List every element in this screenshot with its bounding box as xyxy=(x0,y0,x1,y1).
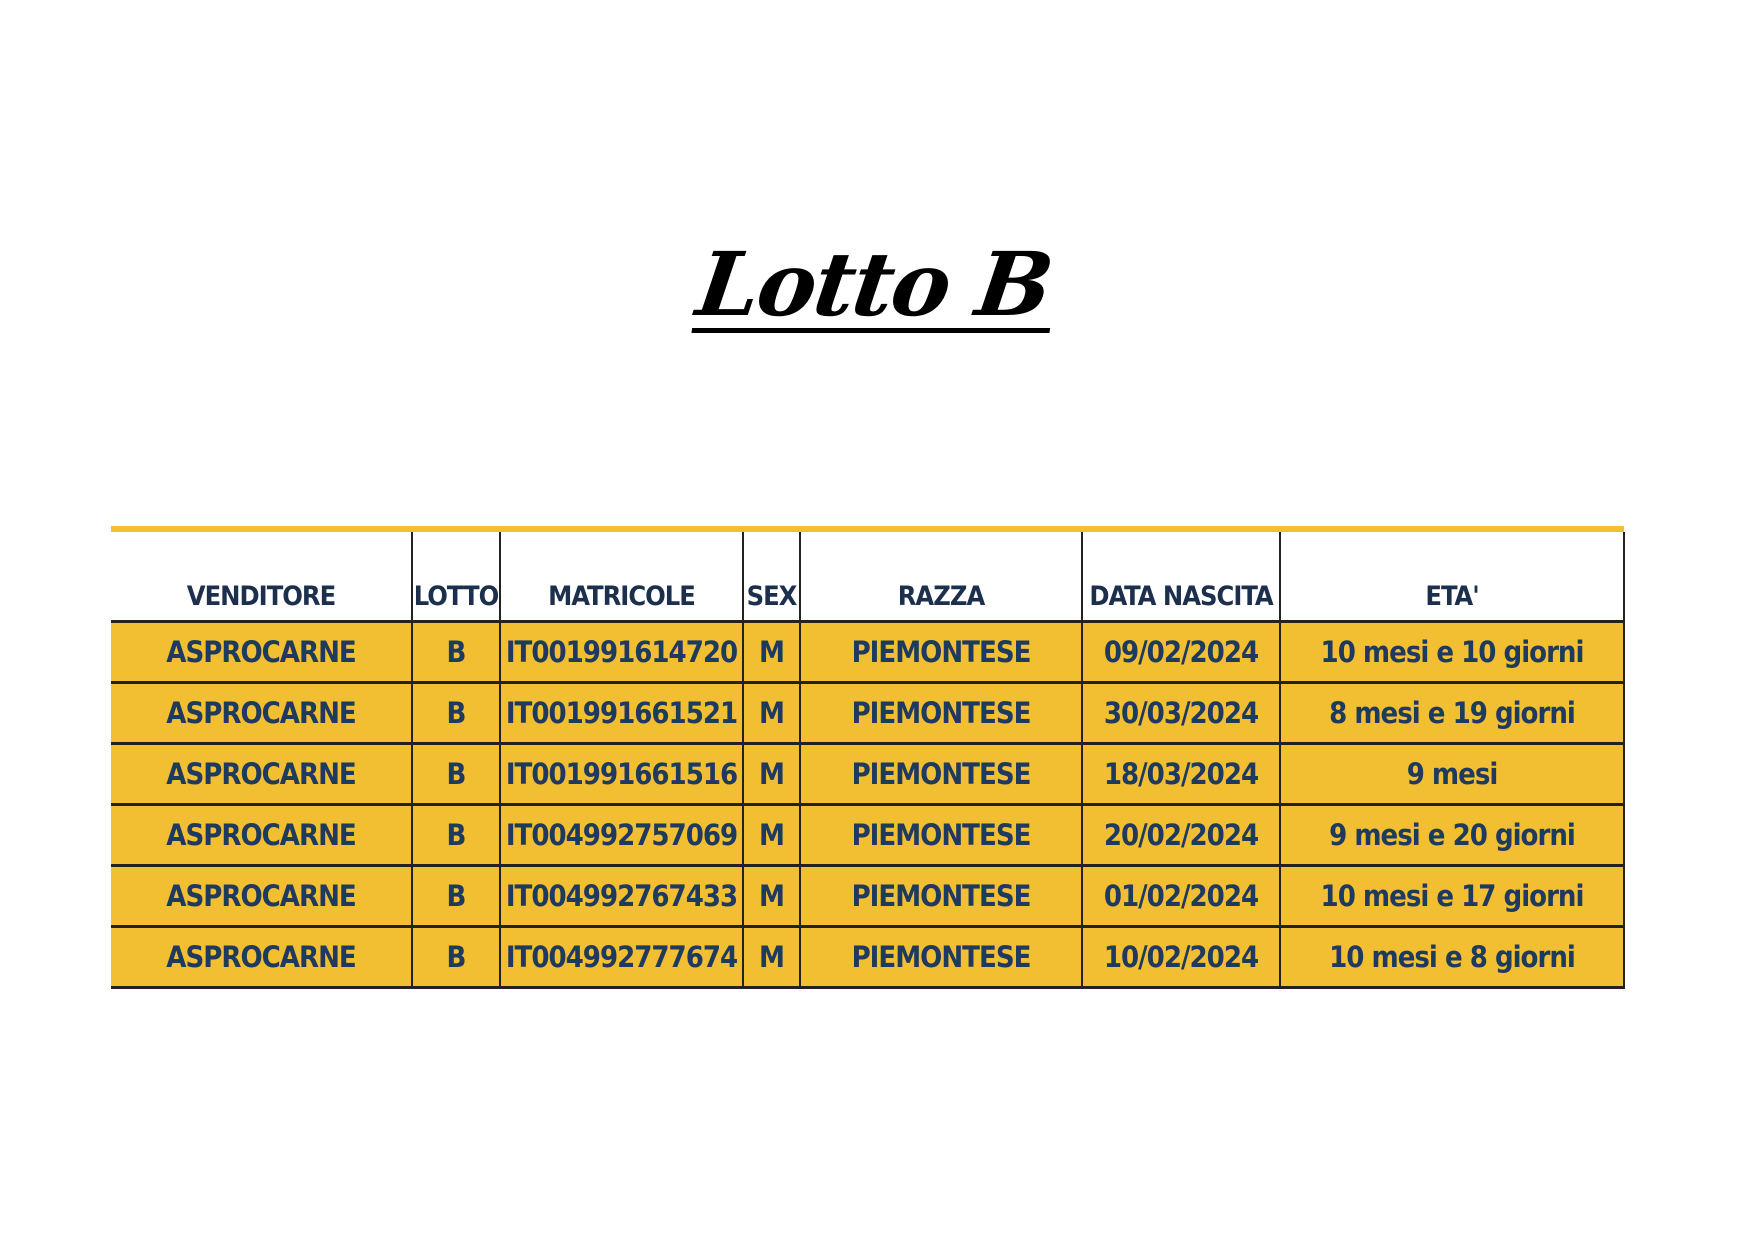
cell-razza: PIEMONTESE xyxy=(800,805,1082,866)
header-venditore: VENDITORE xyxy=(111,532,412,622)
cell-data-nascita: 09/02/2024 xyxy=(1082,622,1280,683)
cell-matricola: IT001991614720 xyxy=(500,622,743,683)
cell-lotto: B xyxy=(412,805,500,866)
header-razza: RAZZA xyxy=(800,532,1082,622)
cell-matricola: IT001991661521 xyxy=(500,683,743,744)
cell-eta: 9 mesi e 20 giorni xyxy=(1280,805,1624,866)
cell-matricola: IT004992757069 xyxy=(500,805,743,866)
cell-matricola: IT004992777674 xyxy=(500,927,743,988)
cell-data-nascita: 20/02/2024 xyxy=(1082,805,1280,866)
cell-eta: 10 mesi e 17 giorni xyxy=(1280,866,1624,927)
cell-lotto: B xyxy=(412,683,500,744)
table-row xyxy=(111,805,1624,866)
cell-razza: PIEMONTESE xyxy=(800,927,1082,988)
cell-razza: PIEMONTESE xyxy=(800,683,1082,744)
cell-razza: PIEMONTESE xyxy=(800,622,1082,683)
cell-sex: M xyxy=(743,866,800,927)
cell-lotto: B xyxy=(412,927,500,988)
cell-lotto: B xyxy=(412,866,500,927)
cell-sex: M xyxy=(743,805,800,866)
cell-data-nascita: 30/03/2024 xyxy=(1082,683,1280,744)
page-title-text: Lotto B xyxy=(691,240,1062,333)
cell-eta: 10 mesi e 10 giorni xyxy=(1280,622,1624,683)
cell-matricola: IT001991661516 xyxy=(500,744,743,805)
header-data-nascita: DATA NASCITA xyxy=(1082,532,1280,622)
header-lotto: LOTTO xyxy=(412,532,500,622)
cell-venditore: ASPROCARNE xyxy=(111,622,412,683)
cell-lotto: B xyxy=(412,744,500,805)
cell-venditore: ASPROCARNE xyxy=(111,805,412,866)
cell-venditore: ASPROCARNE xyxy=(111,927,412,988)
cell-eta: 9 mesi xyxy=(1280,744,1624,805)
header-eta: ETA' xyxy=(1280,532,1624,622)
table-row xyxy=(111,927,1624,988)
cell-venditore: ASPROCARNE xyxy=(111,744,412,805)
table-row xyxy=(111,683,1624,744)
cell-sex: M xyxy=(743,744,800,805)
cell-eta: 8 mesi e 19 giorni xyxy=(1280,683,1624,744)
cell-data-nascita: 18/03/2024 xyxy=(1082,744,1280,805)
cell-data-nascita: 01/02/2024 xyxy=(1082,866,1280,927)
lot-table-container xyxy=(111,526,1624,989)
cell-matricola: IT004992767433 xyxy=(500,866,743,927)
lot-table xyxy=(111,532,1625,989)
cell-sex: M xyxy=(743,622,800,683)
page-title xyxy=(0,232,1753,336)
cell-razza: PIEMONTESE xyxy=(800,866,1082,927)
cell-sex: M xyxy=(743,927,800,988)
cell-razza: PIEMONTESE xyxy=(800,744,1082,805)
cell-lotto: B xyxy=(412,622,500,683)
cell-data-nascita: 10/02/2024 xyxy=(1082,927,1280,988)
cell-eta: 10 mesi e 8 giorni xyxy=(1280,927,1624,988)
table-header-row xyxy=(111,532,1624,622)
header-sex: SEX xyxy=(743,532,800,622)
cell-venditore: ASPROCARNE xyxy=(111,683,412,744)
table-row xyxy=(111,866,1624,927)
table-row xyxy=(111,622,1624,683)
cell-venditore: ASPROCARNE xyxy=(111,866,412,927)
table-row xyxy=(111,744,1624,805)
header-matricole: MATRICOLE xyxy=(500,532,743,622)
cell-sex: M xyxy=(743,683,800,744)
